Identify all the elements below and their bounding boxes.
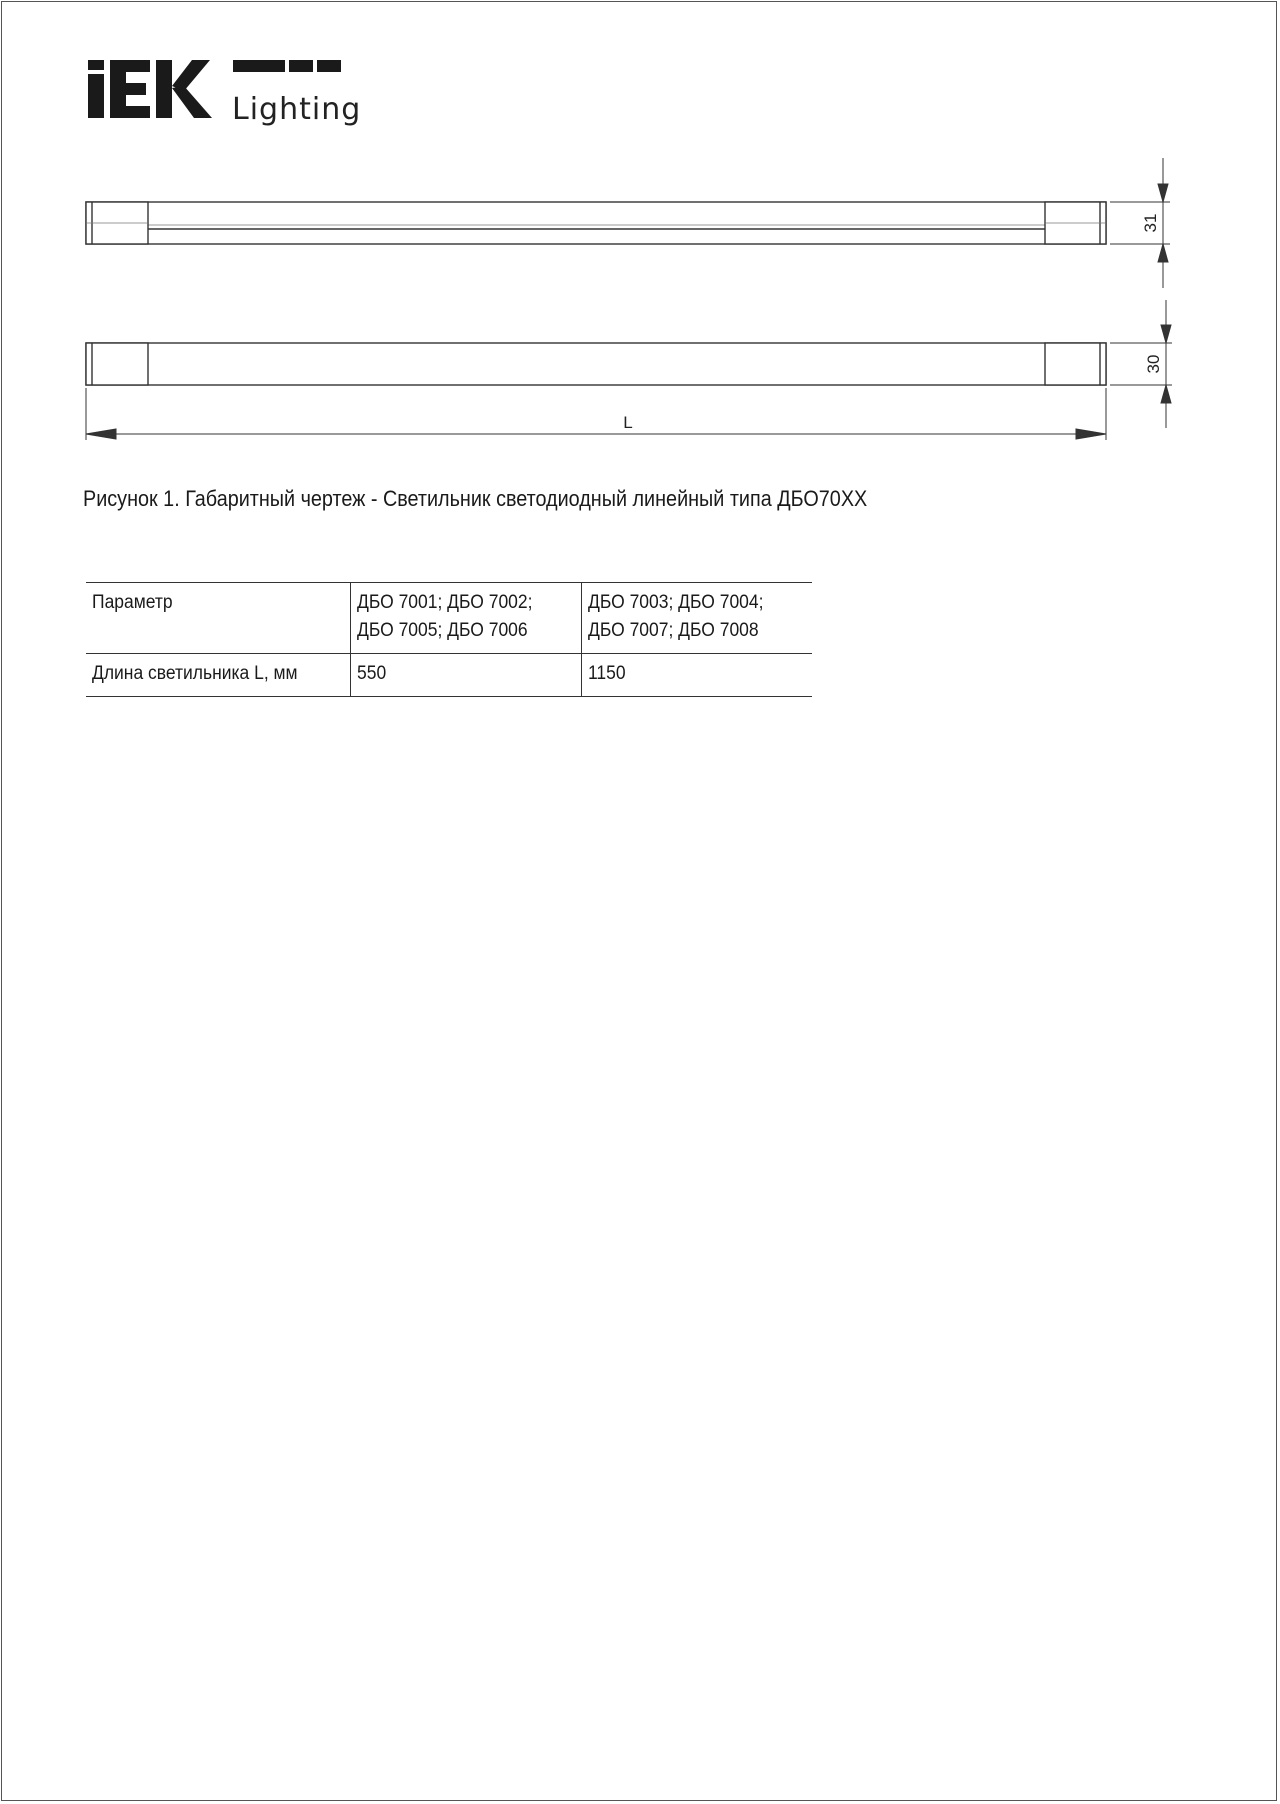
dim-label-30: 30 (1144, 354, 1163, 374)
header-cell-models-550: ДБО 7001; ДБО 7002; ДБО 7005; ДБО 7006 (351, 583, 582, 654)
cell-value-1150: 1150 (582, 654, 813, 697)
logo-subtitle: Lighting (232, 92, 362, 127)
dim-label-l: L (623, 413, 633, 432)
parameters-table (86, 582, 812, 697)
header-cell-param: Параметр (86, 583, 351, 654)
dimension-height-top (1110, 158, 1170, 288)
dimension-length (86, 388, 1106, 440)
figure-caption: Рисунок 1. Габаритный чертеж - Светильник светодиодный линейный типа ДБО70ХХ (83, 486, 868, 511)
table-header-row (86, 583, 812, 654)
header-cell-models-1150: ДБО 7003; ДБО 7004; ДБО 7007; ДБО 7008 (582, 583, 813, 654)
luminaire-side-view (86, 202, 1106, 244)
table-row (86, 654, 812, 697)
luminaire-top-view (86, 343, 1106, 385)
dim-label-31: 31 (1141, 213, 1160, 233)
cell-param-name: Длина светильника L, мм (86, 654, 351, 697)
cell-value-550: 550 (351, 654, 582, 697)
dimensional-drawing (0, 150, 1280, 450)
